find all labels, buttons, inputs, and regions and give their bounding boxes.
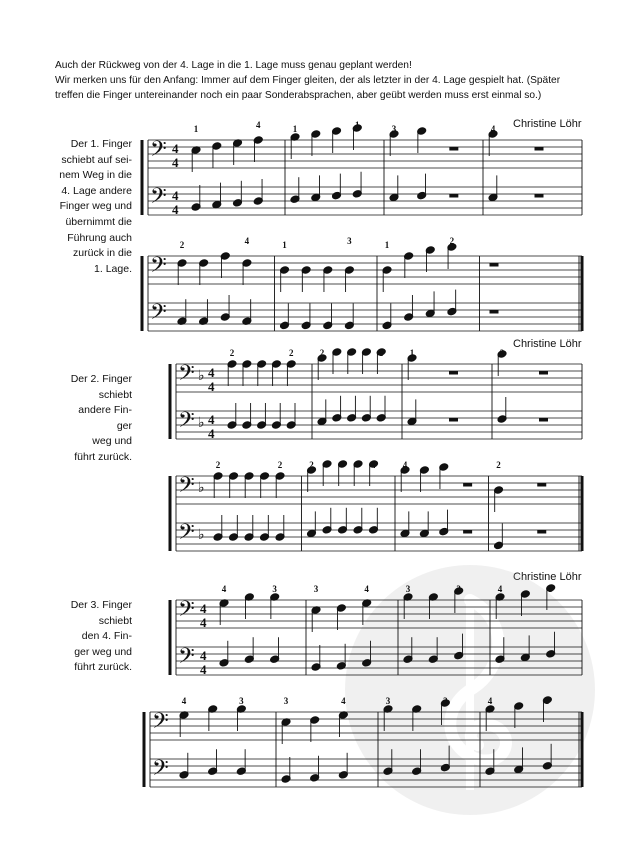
fingering-number: 3 (391, 124, 397, 134)
time-signature-top: 4 (208, 412, 215, 427)
whole-rest (539, 418, 548, 422)
time-signature-bottom: 4 (200, 662, 207, 677)
fingering-number: 1 (409, 348, 415, 358)
bass-clef: 𝄢 (178, 408, 195, 438)
fingering-number: 1 (384, 240, 390, 250)
fingering-number: 2 (496, 460, 501, 470)
time-signature-top: 4 (172, 141, 179, 156)
bass-clef: 𝄢 (178, 597, 195, 627)
fingering-number: 1 (378, 348, 384, 358)
fingering-number: 3 (443, 696, 448, 706)
bass-clef: 𝄢 (178, 361, 195, 391)
whole-rest (449, 147, 458, 151)
time-signature-bottom: 4 (208, 426, 215, 441)
bass-clef: 𝄢 (150, 253, 167, 283)
fingering-number: 2 (215, 460, 221, 470)
time-signature-top: 4 (200, 648, 207, 663)
whole-rest (490, 263, 499, 267)
whole-rest (449, 418, 458, 422)
whole-rest (535, 194, 544, 198)
fingering-number: 3 (272, 584, 277, 594)
fingering-number: 2 (288, 348, 294, 358)
time-signature-top: 4 (200, 601, 207, 616)
whole-rest (449, 194, 458, 198)
fingering-number: 1 (193, 124, 199, 134)
fingering-number: 4 (244, 236, 250, 246)
whole-rest (463, 483, 472, 487)
time-signature-bottom: 4 (172, 155, 179, 170)
fingering-number: 2 (499, 348, 505, 358)
fingering-number: 4 (497, 584, 503, 594)
fingering-number: 3 (545, 696, 550, 706)
fingering-number: 4 (371, 460, 376, 470)
fingering-number: 3 (456, 584, 461, 594)
fingering-number: 1 (282, 240, 287, 250)
fingering-number: 3 (313, 584, 319, 594)
whole-rest (535, 147, 544, 151)
composer-credit-3: Christine Löhr (513, 571, 582, 583)
fingering-number: 1 (292, 124, 298, 134)
fingering-number: 3 (283, 696, 289, 706)
fingering-number: 4 (490, 124, 496, 134)
bass-clef: 𝄢 (178, 520, 195, 550)
whole-rest (463, 530, 472, 534)
fingering-number: 3 (385, 696, 391, 706)
whole-rest (537, 530, 546, 534)
fingering-number: 2 (229, 348, 235, 358)
fingering-number: 2 (449, 236, 455, 246)
composer-credit-1: Christine Löhr (513, 118, 582, 130)
intro-line-1: Auch der Rückweg von der 4. Lage in die 1. Lage muss genau geplant werden! (55, 60, 412, 71)
fingering-number: 3 (239, 696, 244, 706)
fingering-number: 1 (355, 120, 360, 130)
fingering-number: 4 (181, 696, 187, 706)
fingering-number: 3 (405, 584, 411, 594)
bass-clef: 𝄢 (150, 300, 167, 330)
intro-line-3: treffen die Finger untereinander noch ein paar Sonderabsprachen, aber geübt werden muss erst einmal so.) (55, 90, 542, 101)
bass-clef: 𝄢 (150, 137, 167, 167)
whole-rest (537, 483, 546, 487)
exercise-description-2: Der 2. Finger schiebt andere Fin- ger weg und führt zurück. (70, 373, 132, 463)
bass-clef: 𝄢 (152, 756, 169, 786)
exercise-description-3: Der 3. Finger schiebt den 4. Fin- ger weg und führt zurück. (70, 599, 132, 674)
flat-key-signature: ♭ (198, 415, 205, 431)
fingering-number: 3 (347, 236, 352, 246)
bass-clef: 𝄢 (178, 473, 195, 503)
bass-clef: 𝄢 (178, 644, 195, 674)
fingering-number: 2 (277, 460, 283, 470)
fingering-number: 3 (548, 584, 553, 594)
whole-rest (490, 310, 499, 314)
bass-clef: 𝄢 (150, 184, 167, 214)
fingering-number: 4 (341, 696, 346, 706)
whole-rest (539, 371, 548, 375)
flat-key-signature: ♭ (198, 480, 205, 496)
time-signature-bottom: 4 (208, 379, 215, 394)
flat-key-signature: ♭ (198, 527, 205, 543)
fingering-number: 4 (487, 696, 493, 706)
exercise-description-1: Der 1. Finger schiebt auf sei- nem Weg in die 4. Lage andere Finger weg und übernimmt die Führung auch zurück in die 1. Lage. (59, 138, 132, 275)
bass-clef: 𝄢 (152, 709, 169, 739)
time-signature-bottom: 4 (172, 202, 179, 217)
intro-line-2: Wir merken uns für den Anfang: Immer auf dem Finger gleiten, der als letzter in der 4. Lage gespielt hat. (Später (55, 75, 561, 86)
time-signature-top: 4 (172, 188, 179, 203)
fingering-number: 4 (402, 460, 408, 470)
fingering-number: 2 (309, 460, 314, 470)
composer-credit-2: Christine Löhr (513, 338, 582, 350)
fingering-number: 2 (179, 240, 185, 250)
time-signature-bottom: 4 (200, 615, 207, 630)
fingering-number: 4 (364, 584, 369, 594)
fingering-number: 4 (221, 584, 227, 594)
whole-rest (449, 371, 458, 375)
time-signature-top: 4 (208, 365, 215, 380)
flat-key-signature: ♭ (198, 368, 205, 384)
fingering-number: 2 (319, 348, 325, 358)
fingering-number: 4 (256, 120, 261, 130)
